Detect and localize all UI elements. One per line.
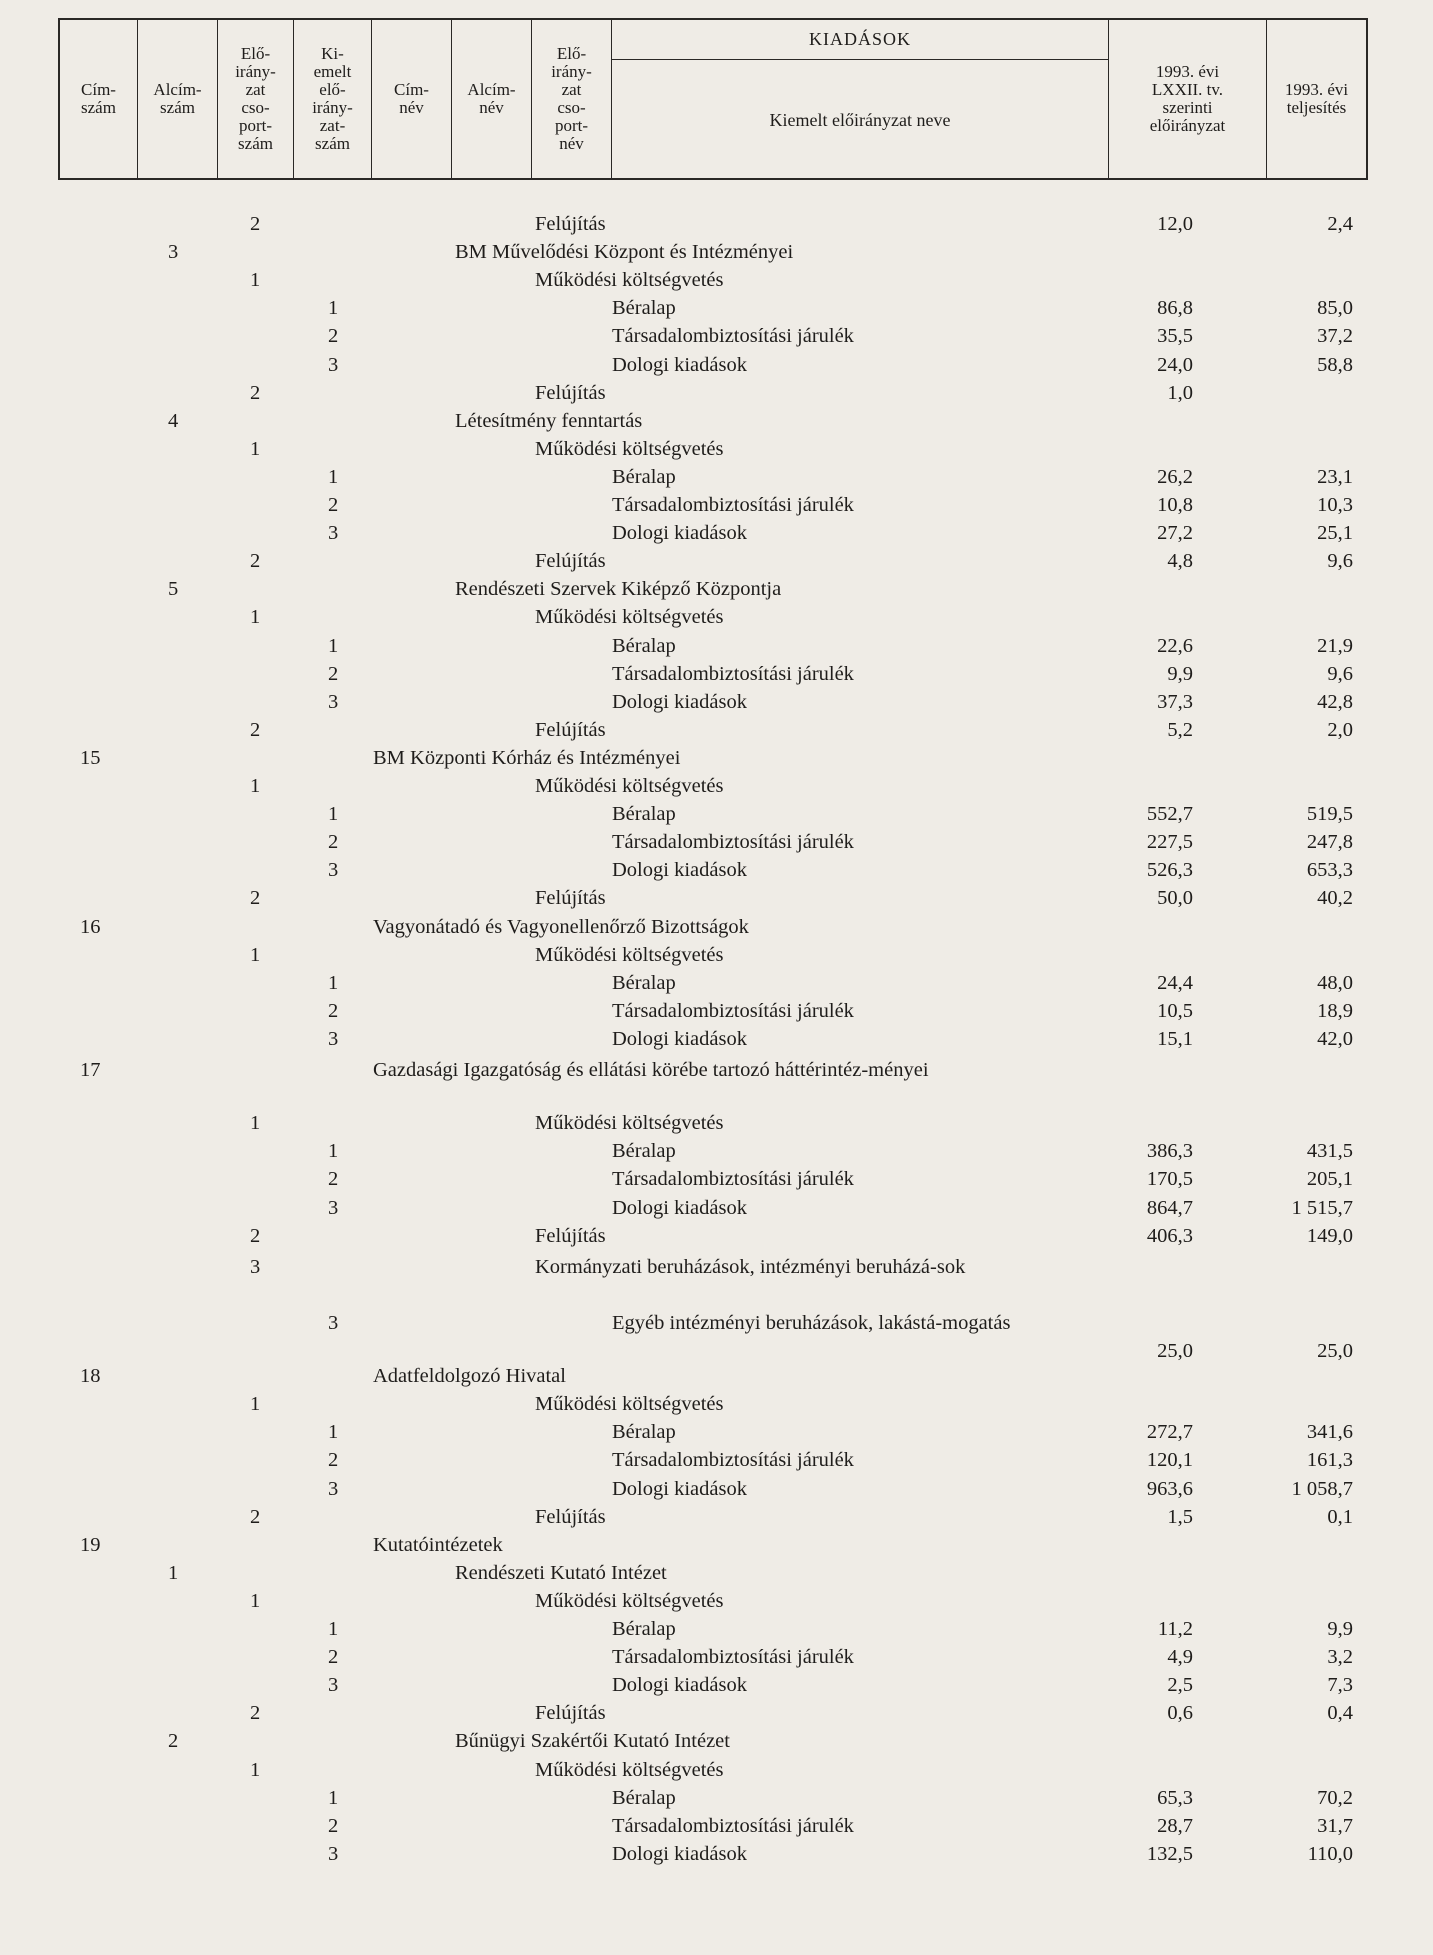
table-row [0, 1421, 1433, 1449]
row-eloiranyzat-csoport-nev: Működési költségvetés [535, 437, 724, 460]
row-kiemelt-eloiranyzat-szam: 1 [328, 297, 339, 320]
row-1993-tv-value: 272,7 [1146, 1421, 1193, 1444]
row-1993-tv-value: 27,2 [1157, 522, 1193, 545]
row-kiemelt-eloiranyzat-nev: Béralap [612, 1786, 676, 1809]
row-1993-tv-value: 120,1 [1146, 1449, 1193, 1472]
row-eloiranyzat-csoport-nev: Működési költségvetés [535, 1112, 724, 1135]
row-eloiranyzat-csoport-szam: 1 [250, 1112, 261, 1135]
table-row [0, 522, 1433, 550]
row-1993-teljesites-value: 58,8 [1317, 353, 1353, 376]
table-row [0, 831, 1433, 859]
row-1993-tv-value: 1,5 [1167, 1505, 1193, 1528]
row-eloiranyzat-csoport-szam: 2 [250, 550, 261, 573]
row-kiemelt-eloiranyzat-szam: 1 [328, 1140, 339, 1163]
row-eloiranyzat-csoport-szam: 2 [250, 1702, 261, 1725]
table-row [0, 1759, 1433, 1787]
row-kiemelt-eloiranyzat-szam: 1 [328, 465, 339, 488]
table-row [0, 887, 1433, 915]
row-1993-teljesites-value: 161,3 [1306, 1449, 1353, 1472]
row-1993-tv-value: 35,5 [1157, 325, 1193, 348]
table-row [0, 1112, 1433, 1140]
row-1993-teljesites-value: 9,6 [1327, 662, 1353, 685]
row-kiemelt-eloiranyzat-nev: Béralap [612, 1140, 676, 1163]
table-row [0, 1674, 1433, 1702]
table-row [0, 1225, 1433, 1253]
table-header [58, 18, 1368, 180]
row-eloiranyzat-csoport-nev: Működési költségvetés [535, 1393, 724, 1416]
table-row [0, 1478, 1433, 1506]
table-row [0, 1590, 1433, 1618]
header-eloiranyzat-csoport-szam: Elő- irány- zat cso- port- szám [218, 20, 294, 178]
row-kiemelt-eloiranyzat-szam: 3 [328, 522, 339, 545]
row-eloiranyzat-csoport-szam: 1 [250, 1393, 261, 1416]
row-kiemelt-eloiranyzat-szam: 2 [328, 1168, 339, 1191]
row-alcim-nev: Létesítmény fenntartás [455, 409, 643, 432]
row-1993-teljesites-value: 0,1 [1327, 1505, 1353, 1528]
table-row [0, 1534, 1433, 1562]
table-row [0, 438, 1433, 466]
row-1993-tv-value: 227,5 [1146, 831, 1193, 854]
row-alcim-nev: Bűnügyi Szakértői Kutató Intézet [455, 1730, 730, 1753]
header-kiemelt-eloiranyzat-neve: Kiemelt előirányzat neve [612, 60, 1109, 180]
table-row [0, 1028, 1433, 1056]
row-kiemelt-eloiranyzat-nev: Társadalombiztosítási járulék [612, 494, 854, 516]
row-kiemelt-eloiranyzat-szam: 2 [328, 1814, 339, 1837]
row-1993-teljesites-value: 7,3 [1327, 1674, 1353, 1697]
row-cim-nev: Vagyonátadó és Vagyonellenőrző Bizottságok [373, 915, 749, 938]
row-eloiranyzat-csoport-szam: 1 [250, 775, 261, 797]
row-1993-teljesites-value: 23,1 [1317, 465, 1353, 488]
row-kiemelt-eloiranyzat-nev: Dologi kiadások [612, 1027, 747, 1050]
table-row [0, 494, 1433, 522]
row-cim-szam: 16 [80, 915, 101, 938]
row-1993-tv-value: 10,8 [1157, 494, 1193, 516]
table-row [0, 269, 1433, 297]
row-alcim-nev: BM Művelődési Központ és Intézményei [455, 241, 794, 264]
header-1993-tv: 1993. évi LXXII. tv. szerinti előirányzat [1109, 20, 1267, 178]
row-1993-tv-value: 24,4 [1157, 971, 1193, 994]
table-row [0, 550, 1433, 578]
row-alcim-szam: 4 [168, 409, 179, 432]
row-eloiranyzat-csoport-szam: 1 [250, 606, 261, 629]
row-eloiranyzat-csoport-nev: Kormányzati beruházások, intézményi beruházá-sok [535, 1255, 966, 1278]
row-kiemelt-eloiranyzat-nev: Béralap [612, 1421, 676, 1444]
row-kiemelt-eloiranyzat-nev: Béralap [612, 803, 676, 826]
row-1993-teljesites-value: 149,0 [1306, 1224, 1353, 1247]
row-1993-teljesites-value: 25,1 [1317, 522, 1353, 545]
row-kiemelt-eloiranyzat-nev: Társadalombiztosítási járulék [612, 325, 854, 348]
header-cim-szam: Cím- szám [60, 20, 138, 178]
row-kiemelt-eloiranyzat-szam: 1 [328, 971, 339, 994]
row-1993-tv-value: 28,7 [1157, 1814, 1193, 1837]
table-row [0, 747, 1433, 775]
table-row [0, 578, 1433, 606]
row-1993-teljesites-value: 341,6 [1306, 1421, 1353, 1444]
row-1993-teljesites-value: 42,0 [1317, 1027, 1353, 1050]
row-1993-teljesites-value: 9,6 [1327, 550, 1353, 573]
table-row [0, 1618, 1433, 1646]
row-kiemelt-eloiranyzat-nev: Béralap [612, 1618, 676, 1640]
table-row [0, 410, 1433, 438]
row-kiemelt-eloiranyzat-nev: Egyéb intézményi beruházások, lakástá-mogatás [612, 1311, 1011, 1334]
row-kiemelt-eloiranyzat-szam: 2 [328, 325, 339, 348]
row-eloiranyzat-csoport-nev: Felújítás [535, 1505, 606, 1528]
row-kiemelt-eloiranyzat-szam: 1 [328, 634, 339, 657]
row-cim-nev: Kutatóintézetek [373, 1533, 503, 1556]
row-cim-nev: BM Központi Kórház és Intézményei [373, 746, 681, 769]
row-1993-teljesites-value: 2,4 [1327, 213, 1353, 235]
table-row [0, 1787, 1433, 1815]
row-eloiranyzat-csoport-nev: Felújítás [535, 381, 606, 404]
row-1993-tv-value: 386,3 [1146, 1140, 1193, 1163]
row-kiemelt-eloiranyzat-szam: 3 [328, 1311, 339, 1334]
table-row [0, 1140, 1433, 1168]
row-1993-teljesites-value: 85,0 [1317, 297, 1353, 320]
row-eloiranyzat-csoport-szam: 2 [250, 213, 261, 235]
row-alcim-nev: Rendészeti Kutató Intézet [455, 1561, 667, 1584]
row-eloiranyzat-csoport-szam: 1 [250, 1758, 261, 1781]
row-eloiranyzat-csoport-nev: Felújítás [535, 550, 606, 573]
row-eloiranyzat-csoport-szam: 1 [250, 269, 261, 292]
row-kiemelt-eloiranyzat-nev: Társadalombiztosítási járulék [612, 999, 854, 1022]
table-row [0, 354, 1433, 382]
row-1993-tv-value: 406,3 [1146, 1224, 1193, 1247]
row-kiemelt-eloiranyzat-nev: Társadalombiztosítási járulék [612, 831, 854, 854]
row-kiemelt-eloiranyzat-szam: 3 [328, 1477, 339, 1500]
row-eloiranyzat-csoport-szam: 2 [250, 718, 261, 741]
row-1993-teljesites-value: 653,3 [1306, 859, 1353, 882]
row-kiemelt-eloiranyzat-szam: 1 [328, 1786, 339, 1809]
row-1993-tv-value: 26,2 [1157, 465, 1193, 488]
row-1993-tv-value: 4,8 [1167, 550, 1193, 573]
row-1993-teljesites-value: 9,9 [1327, 1618, 1353, 1640]
row-1993-tv-value: 526,3 [1146, 859, 1193, 882]
row-kiemelt-eloiranyzat-nev: Dologi kiadások [612, 859, 747, 882]
row-kiemelt-eloiranyzat-nev: Társadalombiztosítási járulék [612, 1168, 854, 1191]
row-eloiranyzat-csoport-nev: Működési költségvetés [535, 1589, 724, 1612]
row-kiemelt-eloiranyzat-nev: Dologi kiadások [612, 522, 747, 545]
row-eloiranyzat-csoport-szam: 2 [250, 1505, 261, 1528]
row-1993-tv-value: 65,3 [1157, 1786, 1193, 1809]
row-1993-tv-value: 864,7 [1146, 1196, 1193, 1219]
row-1993-tv-value: 170,5 [1146, 1168, 1193, 1191]
table-row [0, 691, 1433, 719]
row-eloiranyzat-csoport-nev: Felújítás [535, 1224, 606, 1247]
row-eloiranyzat-csoport-szam: 1 [250, 943, 261, 966]
table-row [0, 635, 1433, 663]
row-kiemelt-eloiranyzat-nev: Dologi kiadások [612, 1674, 747, 1697]
table-row [0, 1730, 1433, 1758]
row-kiemelt-eloiranyzat-nev: Béralap [612, 634, 676, 657]
row-kiemelt-eloiranyzat-nev: Társadalombiztosítási járulék [612, 1814, 854, 1837]
row-eloiranyzat-csoport-szam: 2 [250, 381, 261, 404]
table-row [0, 213, 1433, 241]
table-row [0, 972, 1433, 1000]
row-1993-tv-value: 50,0 [1157, 887, 1193, 910]
row-1993-teljesites-value: 519,5 [1306, 803, 1353, 826]
row-alcim-szam: 1 [168, 1561, 179, 1584]
table-row [0, 1197, 1433, 1225]
row-1993-tv-value: 1,0 [1167, 381, 1193, 404]
header-alcim-nev: Alcím- név [452, 20, 532, 178]
row-eloiranyzat-csoport-szam: 1 [250, 437, 261, 460]
row-kiemelt-eloiranyzat-szam: 3 [328, 1674, 339, 1697]
row-kiemelt-eloiranyzat-szam: 3 [328, 353, 339, 376]
row-1993-teljesites-value: 1 058,7 [1291, 1477, 1353, 1500]
row-1993-teljesites-value: 18,9 [1317, 999, 1353, 1022]
row-1993-tv-value: 37,3 [1157, 690, 1193, 713]
row-cim-szam: 15 [80, 746, 101, 769]
row-1993-teljesites-value: 25,0 [1317, 1339, 1353, 1362]
row-eloiranyzat-csoport-nev: Működési költségvetés [535, 943, 724, 966]
row-1993-tv-value: 132,5 [1146, 1842, 1193, 1865]
row-alcim-szam: 5 [168, 578, 179, 601]
header-alcim-szam: Alcím- szám [138, 20, 218, 178]
table-row [0, 1449, 1433, 1477]
row-1993-teljesites-value: 247,8 [1306, 831, 1353, 854]
row-kiemelt-eloiranyzat-szam: 1 [328, 1618, 339, 1640]
table-row [0, 1815, 1433, 1843]
table-row [0, 1000, 1433, 1028]
row-kiemelt-eloiranyzat-szam: 3 [328, 1196, 339, 1219]
row-alcim-nev: Rendészeti Szervek Kiképző Központja [455, 578, 782, 601]
row-eloiranyzat-csoport-nev: Működési költségvetés [535, 775, 724, 797]
row-1993-teljesites-value: 431,5 [1306, 1140, 1353, 1163]
row-1993-tv-value: 0,6 [1167, 1702, 1193, 1725]
row-kiemelt-eloiranyzat-szam: 3 [328, 1027, 339, 1050]
row-kiemelt-eloiranyzat-szam: 2 [328, 1449, 339, 1472]
row-kiemelt-eloiranyzat-szam: 3 [328, 859, 339, 882]
row-1993-teljesites-value: 110,0 [1307, 1842, 1353, 1865]
row-1993-teljesites-value: 1 515,7 [1291, 1196, 1353, 1219]
row-1993-tv-value: 15,1 [1157, 1027, 1193, 1050]
table-row [0, 241, 1433, 269]
row-eloiranyzat-csoport-nev: Működési költségvetés [535, 1758, 724, 1781]
row-1993-teljesites-value: 0,4 [1327, 1702, 1353, 1725]
row-kiemelt-eloiranyzat-nev: Béralap [612, 465, 676, 488]
row-eloiranyzat-csoport-szam: 2 [250, 887, 261, 910]
table-row [0, 775, 1433, 803]
row-1993-tv-value: 12,0 [1157, 213, 1193, 235]
table-row [0, 606, 1433, 634]
row-kiemelt-eloiranyzat-szam: 1 [328, 803, 339, 826]
table-row [0, 325, 1433, 353]
row-cim-szam: 19 [80, 1533, 101, 1556]
row-eloiranyzat-csoport-nev: Felújítás [535, 1702, 606, 1725]
row-1993-tv-value: 11,2 [1157, 1618, 1193, 1640]
row-kiemelt-eloiranyzat-szam: 2 [328, 999, 339, 1022]
row-kiemelt-eloiranyzat-szam: 3 [328, 1842, 339, 1865]
row-1993-teljesites-value: 21,9 [1317, 634, 1353, 657]
table-row [0, 1056, 1433, 1112]
row-kiemelt-eloiranyzat-nev: Dologi kiadások [612, 1196, 747, 1219]
table-row [0, 1506, 1433, 1534]
row-eloiranyzat-csoport-szam: 2 [250, 1224, 261, 1247]
row-cim-szam: 18 [80, 1365, 101, 1388]
row-kiemelt-eloiranyzat-szam: 2 [328, 494, 339, 516]
table-row [0, 663, 1433, 691]
row-kiemelt-eloiranyzat-nev: Béralap [612, 297, 676, 320]
table-row [0, 803, 1433, 831]
row-kiemelt-eloiranyzat-nev: Dologi kiadások [612, 353, 747, 376]
row-eloiranyzat-csoport-nev: Felújítás [535, 718, 606, 741]
row-1993-teljesites-value: 70,2 [1317, 1786, 1353, 1809]
row-1993-teljesites-value: 48,0 [1317, 971, 1353, 994]
row-1993-tv-value: 552,7 [1146, 803, 1193, 826]
row-alcim-szam: 2 [168, 1730, 179, 1753]
header-kiadasok: KIADÁSOK [612, 20, 1109, 60]
row-kiemelt-eloiranyzat-nev: Béralap [612, 971, 676, 994]
row-kiemelt-eloiranyzat-szam: 2 [328, 831, 339, 854]
table-row [0, 1365, 1433, 1393]
row-1993-tv-value: 5,2 [1167, 718, 1193, 741]
row-cim-nev: Adatfeldolgozó Hivatal [373, 1365, 566, 1388]
row-eloiranyzat-csoport-nev: Működési költségvetés [535, 606, 724, 629]
header-eloiranyzat-csoport-nev: Elő- irány- zat cso- port- név [532, 20, 612, 178]
row-1993-tv-value: 24,0 [1157, 353, 1193, 376]
row-kiemelt-eloiranyzat-nev: Dologi kiadások [612, 690, 747, 713]
table-row [0, 859, 1433, 887]
row-1993-tv-value: 10,5 [1157, 999, 1193, 1022]
table-row [0, 944, 1433, 972]
row-1993-teljesites-value: 2,0 [1327, 718, 1353, 741]
row-eloiranyzat-csoport-szam: 1 [250, 1589, 261, 1612]
row-1993-tv-value: 2,5 [1167, 1674, 1193, 1697]
table-row [0, 466, 1433, 494]
row-1993-teljesites-value: 40,2 [1317, 887, 1353, 910]
row-kiemelt-eloiranyzat-nev: Társadalombiztosítási járulék [612, 1449, 854, 1472]
row-1993-teljesites-value: 31,7 [1317, 1814, 1353, 1837]
row-1993-tv-value: 4,9 [1167, 1646, 1193, 1669]
row-eloiranyzat-csoport-szam: 3 [250, 1255, 261, 1278]
row-1993-teljesites-value: 3,2 [1327, 1646, 1353, 1669]
table-row [0, 1393, 1433, 1421]
row-kiemelt-eloiranyzat-szam: 2 [328, 662, 339, 685]
table-row [0, 297, 1433, 325]
table-row [0, 1843, 1433, 1871]
row-kiemelt-eloiranyzat-nev: Társadalombiztosítási járulék [612, 662, 854, 685]
row-1993-tv-value: 22,6 [1157, 634, 1193, 657]
table-row [0, 916, 1433, 944]
row-1993-teljesites-value: 10,3 [1317, 494, 1353, 516]
row-eloiranyzat-csoport-nev: Felújítás [535, 887, 606, 910]
row-kiemelt-eloiranyzat-szam: 1 [328, 1421, 339, 1444]
table-row [0, 719, 1433, 747]
table-row [0, 1309, 1433, 1365]
row-kiemelt-eloiranyzat-szam: 3 [328, 690, 339, 713]
header-cim-nev: Cím- név [372, 20, 452, 178]
row-1993-tv-value: 25,0 [1157, 1339, 1193, 1362]
table-row [0, 1702, 1433, 1730]
row-1993-tv-value: 9,9 [1167, 662, 1193, 685]
row-1993-teljesites-value: 42,8 [1317, 690, 1353, 713]
row-kiemelt-eloiranyzat-szam: 2 [328, 1646, 339, 1669]
header-1993-teljesites: 1993. évi teljesítés [1284, 80, 1349, 117]
row-eloiranyzat-csoport-nev: Működési költségvetés [535, 269, 724, 292]
row-kiemelt-eloiranyzat-nev: Társadalombiztosítási járulék [612, 1646, 854, 1669]
row-1993-tv-value: 86,8 [1157, 297, 1193, 320]
header-kiemelt-eloiranyzat-szam: Ki- emelt elő- irány- zat- szám [294, 20, 372, 178]
row-1993-teljesites-value: 37,2 [1317, 325, 1353, 348]
table-row [0, 382, 1433, 410]
table-row [0, 1646, 1433, 1674]
row-cim-szam: 17 [80, 1059, 101, 1081]
row-alcim-szam: 3 [168, 241, 179, 264]
row-1993-teljesites-value: 205,1 [1306, 1168, 1353, 1191]
table-row [0, 1253, 1433, 1309]
table-row [0, 1562, 1433, 1590]
row-cim-nev: Gazdasági Igazgatóság és ellátási körébe tartozó háttérintéz-ményei [373, 1059, 929, 1081]
row-1993-tv-value: 963,6 [1146, 1477, 1193, 1500]
row-eloiranyzat-csoport-nev: Felújítás [535, 213, 606, 235]
row-kiemelt-eloiranyzat-nev: Dologi kiadások [612, 1842, 747, 1865]
table-row [0, 1168, 1433, 1196]
row-kiemelt-eloiranyzat-nev: Dologi kiadások [612, 1477, 747, 1500]
